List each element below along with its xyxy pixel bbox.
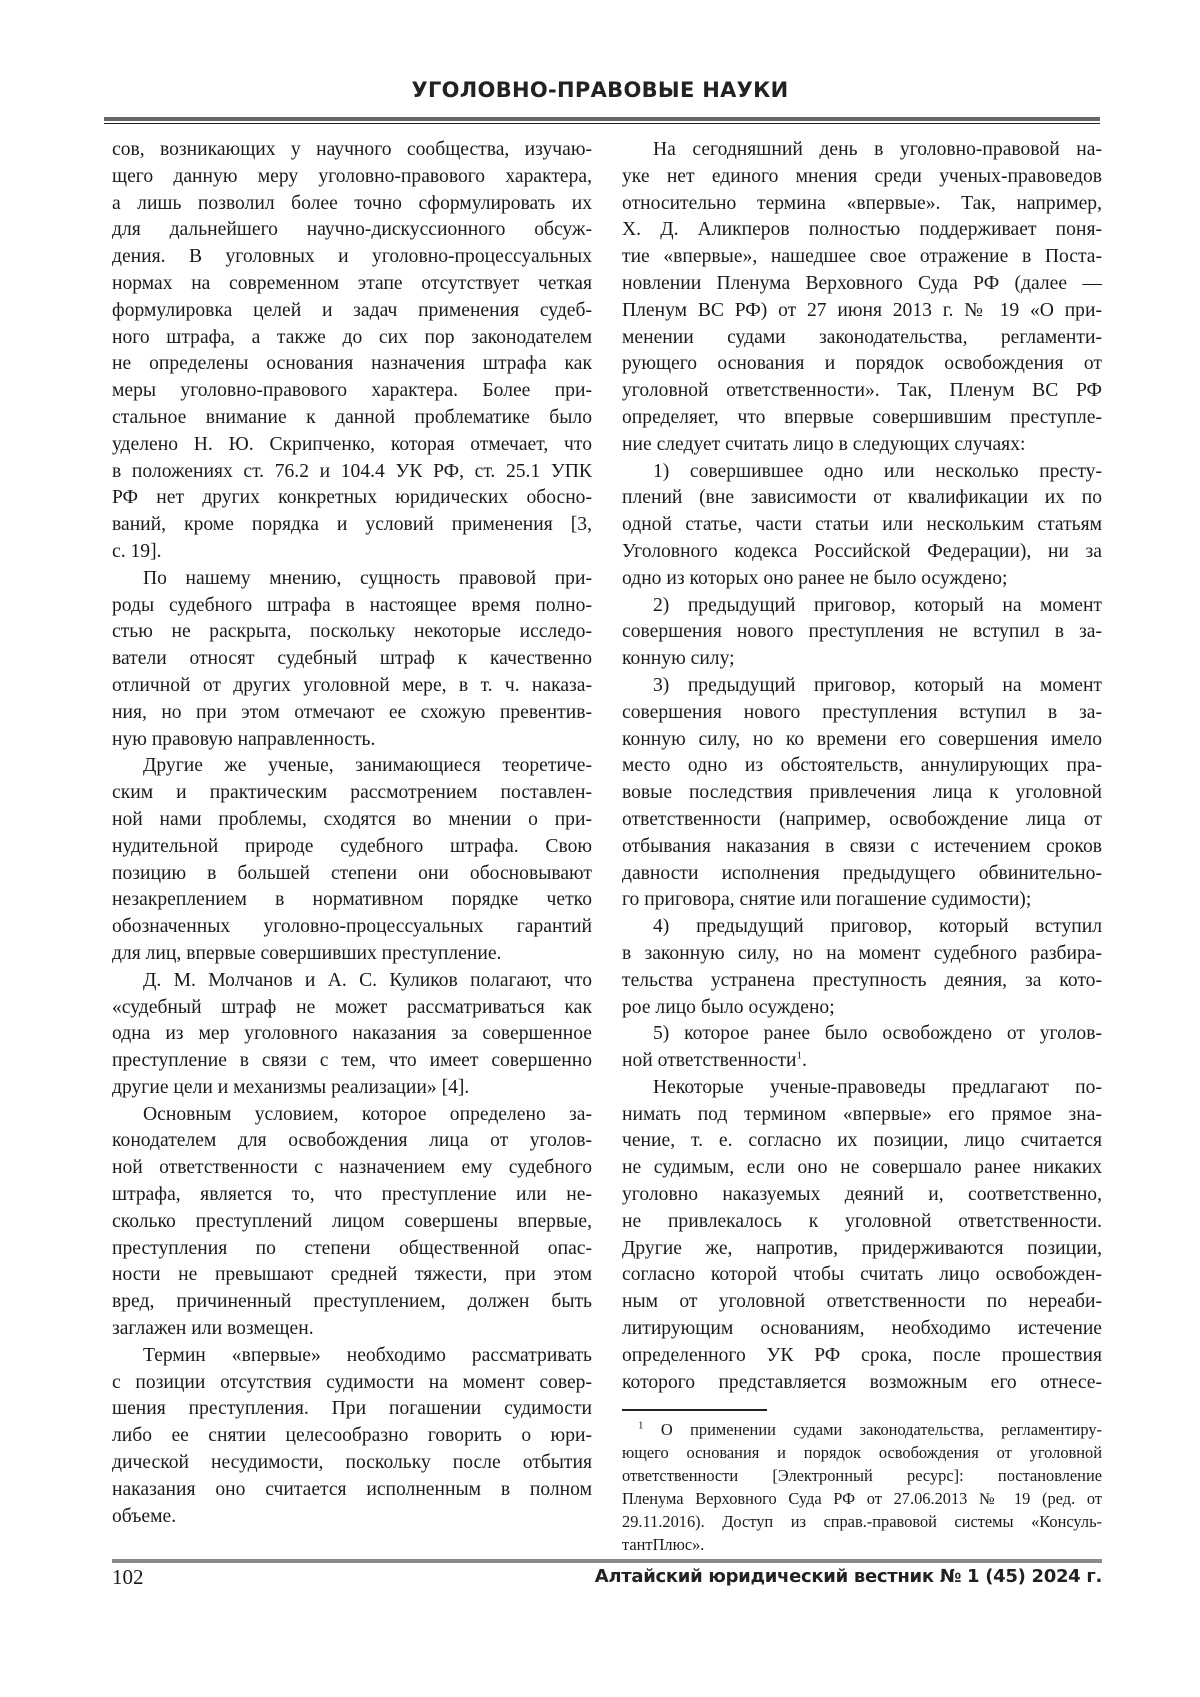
text-line: конную силу; [622, 646, 1102, 673]
text-line: отбывания наказания в связи с истечением сроков [622, 834, 1102, 861]
text-line: совершения нового преступления не вступил в за- [622, 619, 1102, 646]
text-fragment: тантПлюс». [622, 1535, 704, 1554]
text-line: сколько преступлений лицом совершены впервые, [112, 1209, 592, 1236]
paragraph [622, 593, 1102, 673]
paragraph [112, 566, 592, 754]
text-line: уголовно наказуемых деяний и, соответственно, [622, 1182, 1102, 1209]
text-fragment: О применении судами законодательства, регламентиру- [661, 1420, 1102, 1439]
page-number: 102 [112, 1565, 144, 1590]
text-line: На сегодняшний день в уголовно-правовой на- [622, 137, 1102, 164]
text-line: Термин «впервые» необходимо рассматривать [112, 1343, 592, 1370]
text-line: ной ответственности с назначением ему судебного [112, 1155, 592, 1182]
paragraph [622, 673, 1102, 914]
paragraph [112, 753, 592, 967]
text-line: рое лицо было осуждено; [622, 995, 1102, 1022]
text-line: с позиции отсутствия судимости на момент совер- [112, 1370, 592, 1397]
text-line: литирующим основаниям, необходимо истечение [622, 1316, 1102, 1343]
text-line: тельства устранена преступность деяния, за кото- [622, 968, 1102, 995]
text-line: согласно которой чтобы считать лицо освобожден- [622, 1262, 1102, 1289]
footnote-line [622, 1533, 1102, 1556]
text-line: относительно термина «впервые». Так, например, [622, 191, 1102, 218]
text-line: Уголовного кодекса Российской Федерации), ни за [622, 539, 1102, 566]
text-line: определяет, что впервые совершившим преступле- [622, 405, 1102, 432]
text-line: конную силу, но ко времени его совершения имело [622, 727, 1102, 754]
text-line: уделено Н. Ю. Скрипченко, которая отмечает, что [112, 432, 592, 459]
text-line: дической несудимости, поскольку после отбытия [112, 1450, 592, 1477]
text-line: Д. М. Молчанов и А. С. Куликов полагают, что [112, 968, 592, 995]
text-line: менении судами законодательства, регламенти- [622, 325, 1102, 352]
text-line: не судимым, если оно не совершало ранее никаких [622, 1155, 1102, 1182]
text-line: в законную силу, но на момент судебного разбира- [622, 941, 1102, 968]
text-line: штрафа, является то, что преступление или не- [112, 1182, 592, 1209]
text-line: го приговора, снятие или погашение судимости); [622, 887, 1102, 914]
text-line: конодателем для освобождения лица от уголов- [112, 1128, 592, 1155]
right-column [622, 137, 1102, 1396]
text-line: плений (вне зависимости от квалификации их по [622, 485, 1102, 512]
text-fragment: . [802, 1050, 807, 1071]
text-line: Пленум ВС РФ) от 27 июня 2013 г. № 19 «О при- [622, 298, 1102, 325]
paragraph [622, 459, 1102, 593]
paragraph [622, 137, 1102, 459]
text-line: ответственности (например, освобождение лица от [622, 807, 1102, 834]
text-line: ности не превышают средней тяжести, при этом [112, 1262, 592, 1289]
text-line: ние следует считать лицо в следующих случаях: [622, 432, 1102, 459]
left-column [112, 137, 592, 1530]
paragraph [622, 914, 1102, 1021]
text-line: Некоторые ученые-правоведы предлагают по- [622, 1075, 1102, 1102]
text-line: роды судебного штрафа в настоящее время полно- [112, 593, 592, 620]
text-line: позицию в большей степени они обосновывают [112, 861, 592, 888]
text-line: уголовной ответственности». Так, Пленум ВС РФ [622, 378, 1102, 405]
text-line: ния, но при этом отмечают ее схожую превентив- [112, 700, 592, 727]
footnote-line [622, 1418, 1102, 1441]
text-line: Другие же ученые, занимающиеся теоретиче- [112, 753, 592, 780]
text-line: не определены основания назначения штрафа как [112, 351, 592, 378]
footnote-line [622, 1510, 1102, 1533]
text-line: Х. Д. Аликперов полностью поддерживает поня- [622, 217, 1102, 244]
footnote-reference: 1 [797, 1050, 803, 1062]
text-fragment: ной ответственности [622, 1050, 797, 1071]
text-line: дения. В уголовных и уголовно-процессуальных [112, 244, 592, 271]
paragraph [112, 1343, 592, 1531]
header-rule-thin [104, 123, 1100, 124]
text-line: не привлекалось к уголовной ответственности. [622, 1209, 1102, 1236]
text-line: 4) предыдущий приговор, который вступил [622, 914, 1102, 941]
text-line: вовые последствия привлечения лица к уголовной [622, 780, 1102, 807]
text-fragment: ответственности [Электронный ресурс]: постановление [622, 1466, 1102, 1485]
text-line: чение, т. е. согласно их позиции, лицо считается [622, 1128, 1102, 1155]
text-line: нудительной природе судебного штрафа. Свою [112, 834, 592, 861]
text-line: совершения нового преступления вступил в за- [622, 700, 1102, 727]
text-line: ским и практическим рассмотрением поставлен- [112, 780, 592, 807]
text-line: для лиц, впервые совершивших преступление. [112, 941, 592, 968]
section-title: УГОЛОВНО-ПРАВОВЫЕ НАУКИ [0, 78, 1200, 102]
text-line: с. 19]. [112, 539, 592, 566]
text-line [622, 1048, 1102, 1075]
paragraph [112, 137, 592, 566]
text-line: ваний, кроме порядка и условий применения [3, [112, 512, 592, 539]
footer-rule [112, 1559, 1102, 1563]
text-line: новлении Пленума Верховного Суда РФ (далее — [622, 271, 1102, 298]
text-line: нормах на современном этапе отсутствует четкая [112, 271, 592, 298]
text-line: одно из которых оно ранее не было осуждено; [622, 566, 1102, 593]
text-line: Основным условием, которое определено за- [112, 1102, 592, 1129]
text-line: РФ нет других конкретных юридических обосно- [112, 485, 592, 512]
text-line: определенного УК РФ срока, после прошествия [622, 1343, 1102, 1370]
text-line: вред, причиненный преступлением, должен быть [112, 1289, 592, 1316]
footnote-line [622, 1441, 1102, 1464]
text-fragment: ющего основания и порядок освобождения от уголовной [622, 1443, 1102, 1462]
paragraph [112, 1102, 592, 1343]
text-line: преступление в связи с тем, что имеет совершенно [112, 1048, 592, 1075]
footnote [622, 1418, 1102, 1556]
text-line: рующего основания и порядок освобождения от [622, 351, 1102, 378]
text-line: сов, возникающих у научного сообщества, изучаю- [112, 137, 592, 164]
text-line: одна из мер уголовного наказания за совершенное [112, 1021, 592, 1048]
text-line: ную правовую направленность. [112, 727, 592, 754]
text-line: формулировка целей и задач применения судеб- [112, 298, 592, 325]
text-line: ным от уголовной ответственности по нереаби- [622, 1289, 1102, 1316]
text-line: 2) предыдущий приговор, который на момент [622, 593, 1102, 620]
text-line: незакреплением в нормативном порядке четко [112, 887, 592, 914]
text-line: «судебный штраф не может рассматриваться как [112, 995, 592, 1022]
text-line: объеме. [112, 1504, 592, 1531]
header-rule-thick [104, 117, 1100, 121]
text-line: тие «впервые», нашедшее свое отражение в Поста- [622, 244, 1102, 271]
text-line: стью не раскрыта, поскольку некоторые исследо- [112, 619, 592, 646]
text-line: меры уголовно-правового характера. Более при- [112, 378, 592, 405]
text-line: место одно из обстоятельств, аннулирующих пра- [622, 753, 1102, 780]
text-line: ватели относят судебный штраф к качественно [112, 646, 592, 673]
text-line: По нашему мнению, сущность правовой при- [112, 566, 592, 593]
text-line: стальное внимание к данной проблематике было [112, 405, 592, 432]
text-line: одной статье, части статьи или нескольким статьям [622, 512, 1102, 539]
paragraph [112, 968, 592, 1102]
text-line: наказания оно считается исполненным в полном [112, 1477, 592, 1504]
footnote-marker: 1 [638, 1420, 644, 1432]
text-line: Другие же, напротив, придерживаются позиции, [622, 1236, 1102, 1263]
footnote-separator [622, 1409, 767, 1411]
text-line: отличной от других уголовной мере, в т. ч. наказа- [112, 673, 592, 700]
text-line: а лишь позволил более точно сформулировать их [112, 191, 592, 218]
text-line: шения преступления. При погашении судимости [112, 1396, 592, 1423]
text-line: 1) совершившее одно или несколько престу- [622, 459, 1102, 486]
text-line: в положениях ст. 76.2 и 104.4 УК РФ, ст. 25.1 УПК [112, 459, 592, 486]
footnote-line [622, 1487, 1102, 1510]
text-fragment: 29.11.2016). Доступ из справ.-правовой системы «Консуль- [622, 1512, 1102, 1531]
paragraph [622, 1021, 1102, 1075]
text-line: 5) которое ранее было освобождено от уголов- [622, 1021, 1102, 1048]
paragraph [622, 1075, 1102, 1397]
text-line: нимать под термином «впервые» его прямое зна- [622, 1102, 1102, 1129]
text-line: уке нет единого мнения среди ученых-правоведов [622, 164, 1102, 191]
text-fragment: Пленума Верховного Суда РФ от 27.06.2013 № 19 (ред. от [622, 1489, 1102, 1508]
text-line: 3) предыдущий приговор, который на момент [622, 673, 1102, 700]
text-line: обозначенных уголовно-процессуальных гарантий [112, 914, 592, 941]
text-line: которого представляется возможным его отнесе- [622, 1370, 1102, 1397]
text-line: давности исполнения предыдущего обвинительно- [622, 861, 1102, 888]
text-line: преступления по степени общественной опас- [112, 1236, 592, 1263]
text-line: ной нами проблемы, сходятся во мнении о при- [112, 807, 592, 834]
text-line: ного штрафа, а также до сих пор законодателем [112, 325, 592, 352]
text-line: либо ее снятии целесообразно говорить о юри- [112, 1423, 592, 1450]
text-line: для дальнейшего научно-дискуссионного обсуж- [112, 217, 592, 244]
text-line: другие цели и механизмы реализации» [4]. [112, 1075, 592, 1102]
journal-name: Алтайский юридический вестник № 1 (45) 2024 г. [595, 1566, 1102, 1587]
text-line: заглажен или возмещен. [112, 1316, 592, 1343]
footnote-line [622, 1464, 1102, 1487]
text-line: щего данную меру уголовно-правового характера, [112, 164, 592, 191]
